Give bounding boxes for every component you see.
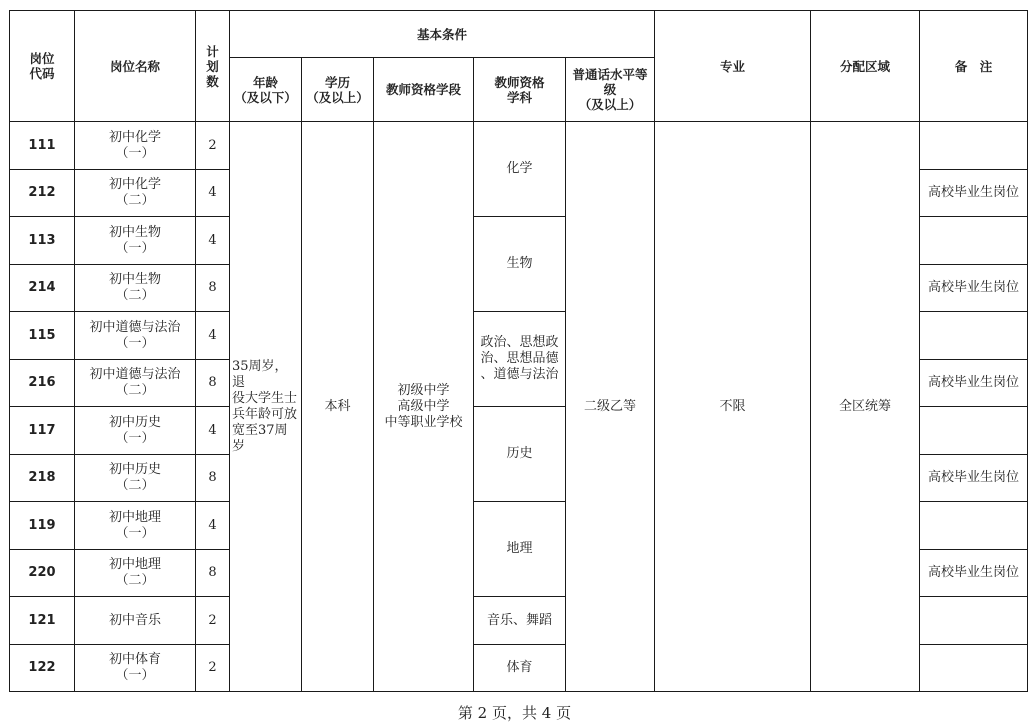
- plan-count: 8: [196, 455, 230, 502]
- job-name: 初中道德与法治 （二）: [75, 360, 196, 407]
- page-footer: [0, 702, 1029, 723]
- cert-subject-chemistry: 化学: [474, 122, 566, 217]
- remark-cell: 高校毕业生岗位: [920, 360, 1028, 407]
- job-name: 初中历史 （一）: [75, 407, 196, 455]
- header-age: 年龄 （及以下）: [230, 58, 302, 122]
- remark-cell: [920, 645, 1028, 692]
- remark-cell: [920, 407, 1028, 455]
- plan-count: 4: [196, 170, 230, 217]
- cert-subject-history: 历史: [474, 407, 566, 502]
- job-table: [9, 10, 1028, 692]
- header-name: 岗位名称: [75, 11, 196, 122]
- plan-count: 8: [196, 265, 230, 312]
- job-code: 214: [10, 265, 75, 312]
- cert-subject-pe: 体育: [474, 645, 566, 692]
- remark-cell: 高校毕业生岗位: [920, 170, 1028, 217]
- cert-subject-biology: 生物: [474, 217, 566, 312]
- plan-count: 4: [196, 502, 230, 550]
- remark-cell: [920, 312, 1028, 360]
- age-requirement: 35周岁，退 役大学生士 兵年龄可放 宽至37周岁: [230, 122, 302, 692]
- plan-count: 8: [196, 550, 230, 597]
- education-requirement: 本科: [302, 122, 374, 692]
- job-name: 初中生物 （二）: [75, 265, 196, 312]
- plan-count: 2: [196, 645, 230, 692]
- remark-cell: [920, 502, 1028, 550]
- job-code: 122: [10, 645, 75, 692]
- header-mandarin: 普通话水平等 级 （及以上）: [566, 58, 655, 122]
- job-name: 初中体育 （一）: [75, 645, 196, 692]
- table-row: [10, 122, 1028, 170]
- job-name: 初中化学 （一）: [75, 122, 196, 170]
- remark-cell: [920, 597, 1028, 645]
- header-region: 分配区域: [811, 11, 920, 122]
- job-code: 212: [10, 170, 75, 217]
- header-education: 学历 （及以上）: [302, 58, 374, 122]
- job-name: 初中地理 （一）: [75, 502, 196, 550]
- job-name: 初中历史 （二）: [75, 455, 196, 502]
- plan-count: 4: [196, 312, 230, 360]
- job-code: 220: [10, 550, 75, 597]
- remark-cell: 高校毕业生岗位: [920, 550, 1028, 597]
- job-code: 115: [10, 312, 75, 360]
- remark-cell: 高校毕业生岗位: [920, 265, 1028, 312]
- header-row-1: [10, 11, 1028, 58]
- job-name: 初中道德与法治 （一）: [75, 312, 196, 360]
- cert-subject-geography: 地理: [474, 502, 566, 597]
- job-code: 218: [10, 455, 75, 502]
- mandarin-requirement: 二级乙等: [566, 122, 655, 692]
- header-basic-conditions: 基本条件: [230, 11, 655, 58]
- page-number-text: 第 2 页，共 4 页: [457, 704, 572, 722]
- job-code: 216: [10, 360, 75, 407]
- header-remark: 备 注: [920, 11, 1028, 122]
- cert-level-requirement: 初级中学 高级中学 中等职业学校: [374, 122, 474, 692]
- header-cert-subject: 教师资格 学科: [474, 58, 566, 122]
- plan-count: 4: [196, 407, 230, 455]
- job-code: 117: [10, 407, 75, 455]
- header-count: 计 划 数: [196, 11, 230, 122]
- cert-subject-politics: 政治、思想政 治、思想品德 、道德与法治: [474, 312, 566, 407]
- remark-cell: [920, 122, 1028, 170]
- job-name: 初中地理 （二）: [75, 550, 196, 597]
- job-name: 初中生物 （一）: [75, 217, 196, 265]
- header-major: 专业: [655, 11, 811, 122]
- plan-count: 2: [196, 122, 230, 170]
- plan-count: 8: [196, 360, 230, 407]
- job-name: 初中化学 （二）: [75, 170, 196, 217]
- major-requirement: 不限: [655, 122, 811, 692]
- job-code: 121: [10, 597, 75, 645]
- plan-count: 2: [196, 597, 230, 645]
- region-assignment: 全区统筹: [811, 122, 920, 692]
- job-code: 111: [10, 122, 75, 170]
- job-code: 119: [10, 502, 75, 550]
- job-code: 113: [10, 217, 75, 265]
- plan-count: 4: [196, 217, 230, 265]
- remark-cell: 高校毕业生岗位: [920, 455, 1028, 502]
- job-name: 初中音乐: [75, 597, 196, 645]
- header-cert-level: 教师资格学段: [374, 58, 474, 122]
- header-code: 岗位 代码: [10, 11, 75, 122]
- cert-subject-music: 音乐、舞蹈: [474, 597, 566, 645]
- remark-cell: [920, 217, 1028, 265]
